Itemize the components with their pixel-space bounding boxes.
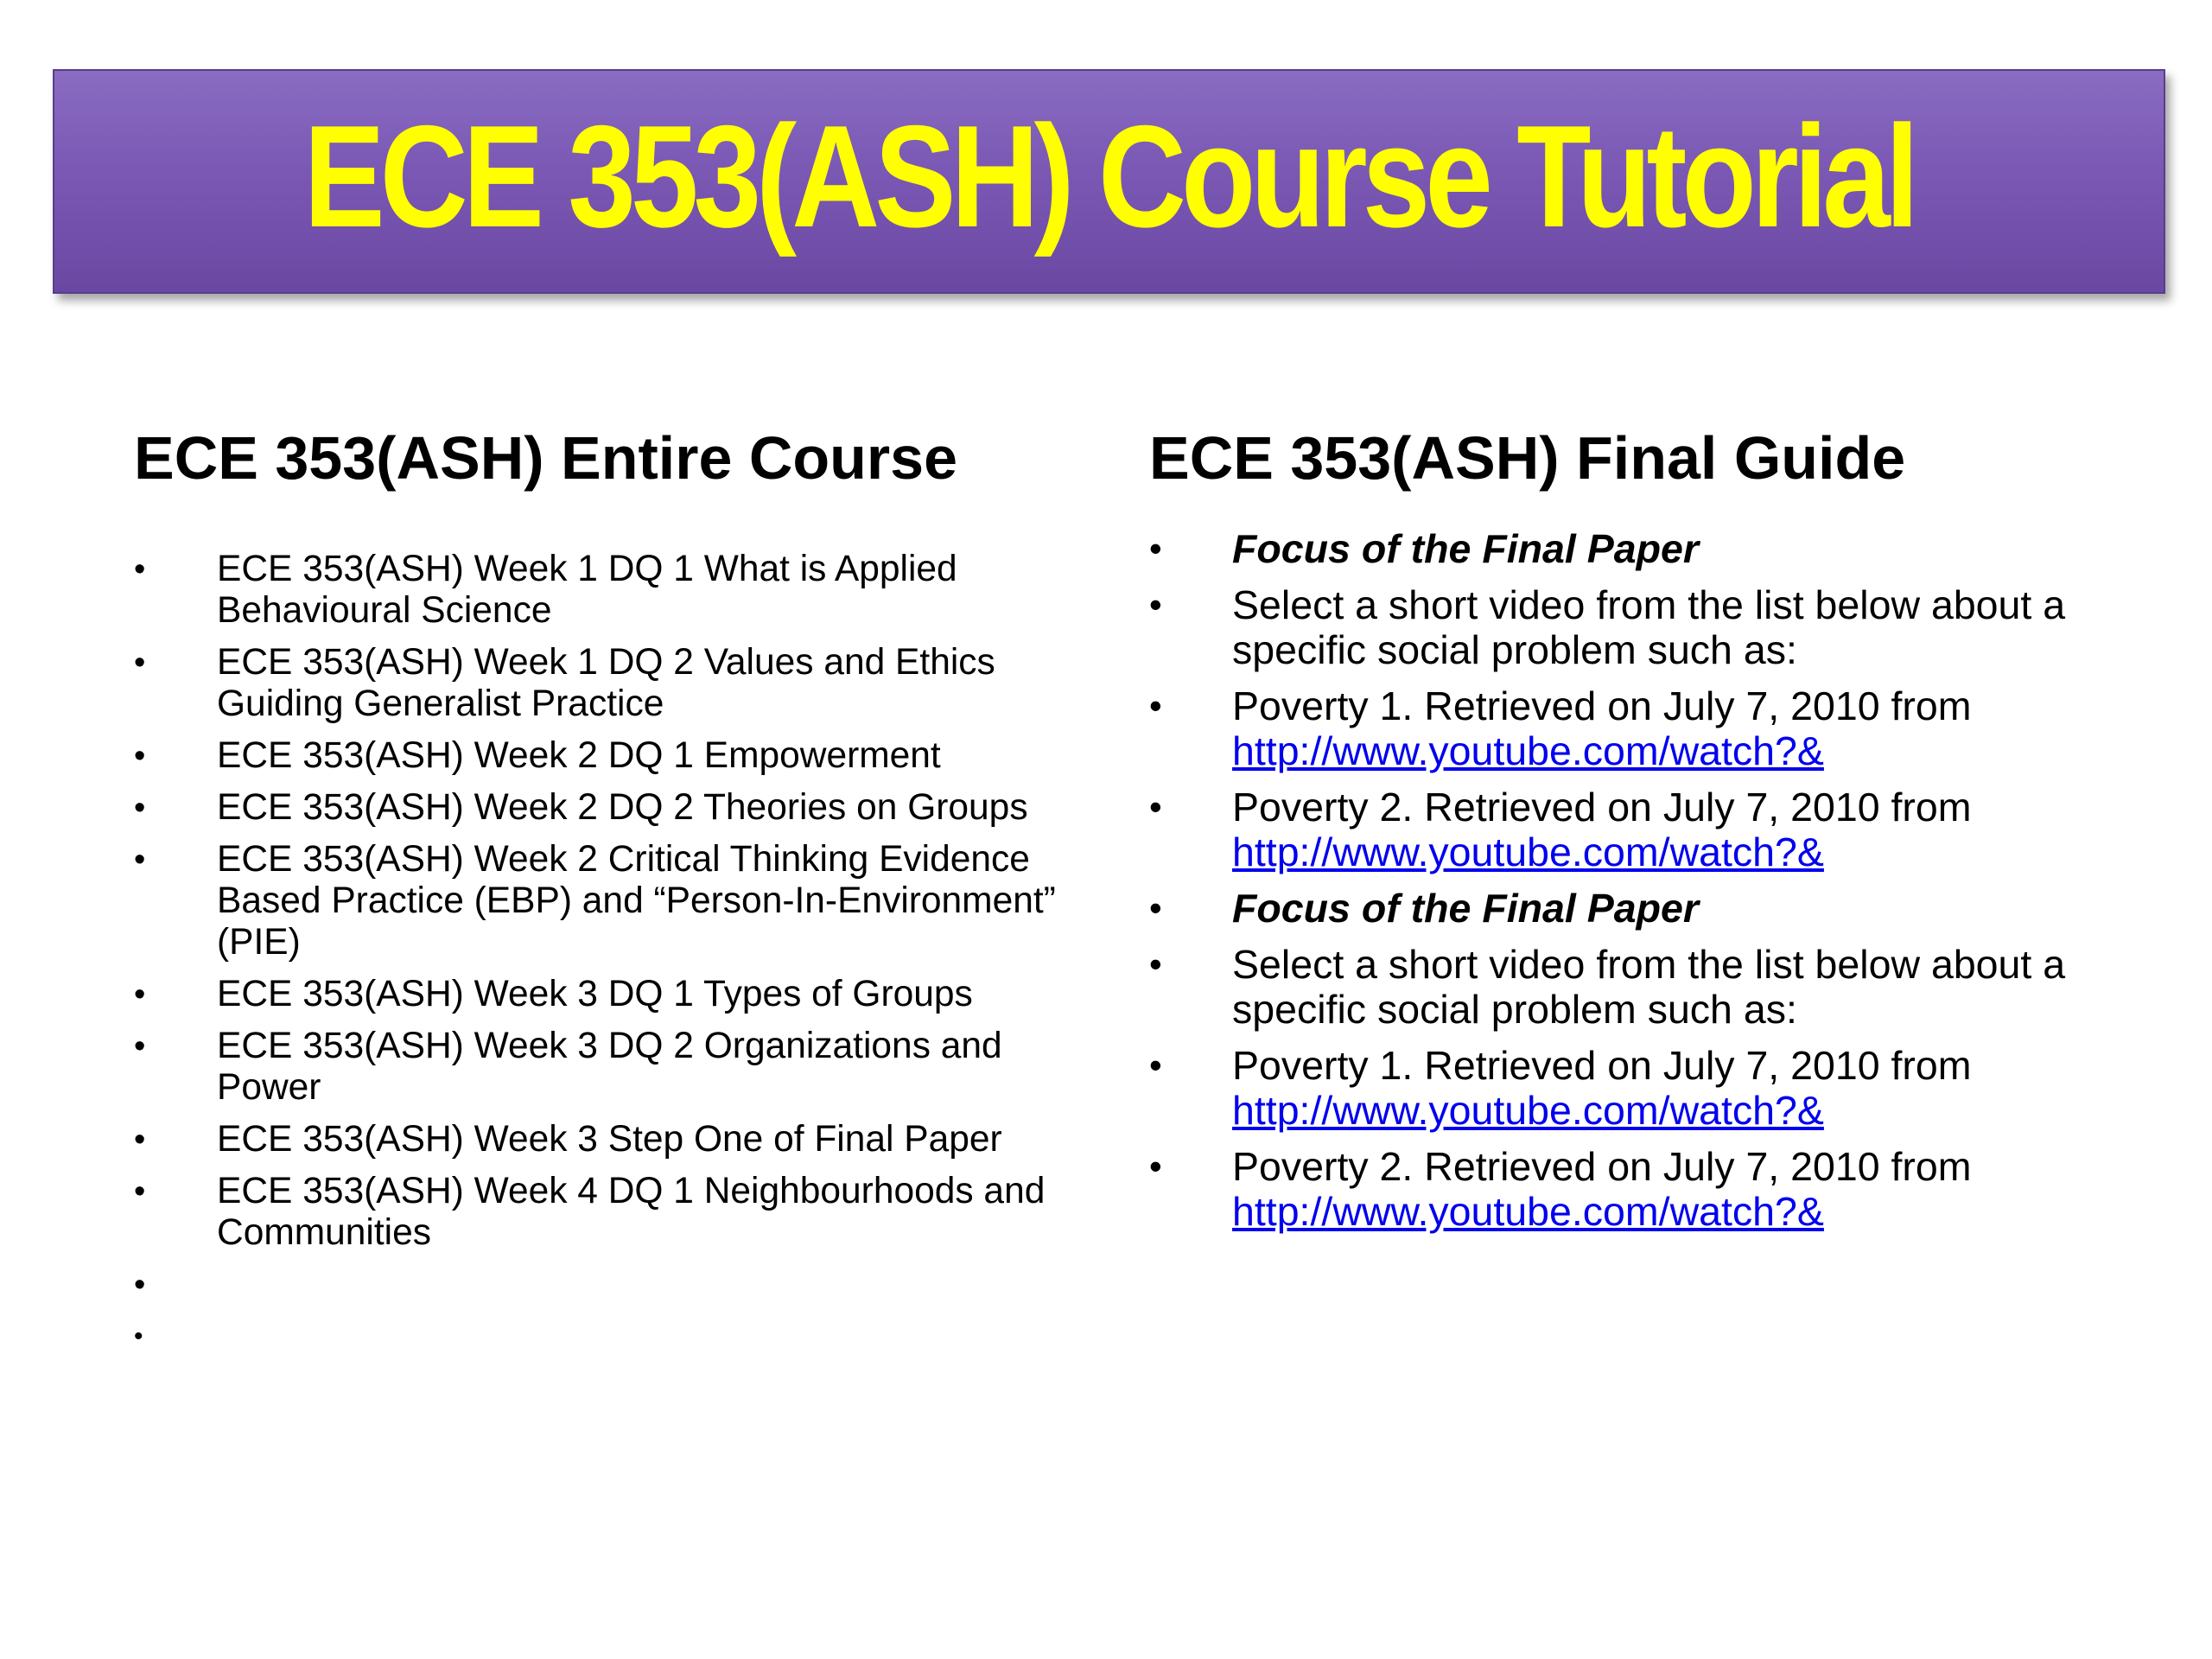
list-item-text: Focus of the Final Paper [1232, 886, 1699, 931]
bullet-icon: • [1149, 1045, 1162, 1085]
title-banner [53, 69, 2165, 294]
list-item [1149, 582, 2126, 672]
bullet-icon: • [134, 1322, 143, 1351]
youtube-link[interactable]: http://www.youtube.com/watch?& [1232, 1088, 1824, 1133]
bullet-icon: • [134, 1122, 146, 1158]
list-item [134, 1119, 1067, 1160]
list-item [134, 549, 1067, 632]
list-item [134, 974, 1067, 1015]
list-item-text: ECE 353(ASH) Week 3 Step One of Final Paper [217, 1119, 1002, 1160]
list-item-text: ECE 353(ASH) Week 2 DQ 1 Empowerment [217, 735, 941, 776]
bullet-icon: • [1149, 1146, 1162, 1186]
list-item-text: Poverty 2. Retrieved on July 7, 2010 from [1232, 785, 1972, 830]
youtube-link[interactable]: http://www.youtube.com/watch?& [1232, 1189, 1824, 1234]
list-item [134, 1171, 1067, 1254]
list-item-text: ECE 353(ASH) Week 3 DQ 2 Organizations and Power [217, 1026, 1002, 1108]
entire-course-list [134, 549, 1067, 1357]
list-item [134, 735, 1067, 777]
bullet-icon: • [134, 842, 146, 878]
list-item [134, 787, 1067, 829]
bullet-icon: • [134, 551, 146, 588]
list-item-text: ECE 353(ASH) Week 2 Critical Thinking Evidence Based Practice (EBP) and “Person-In-Environment” (PIE) [217, 839, 1056, 963]
list-item-text: Select a short video from the list below about a specific social problem such as: [1232, 582, 2066, 672]
list-item-text: Focus of the Final Paper [1232, 526, 1699, 571]
list-item [134, 839, 1067, 963]
list-item [1149, 683, 2126, 773]
list-item [1149, 942, 2126, 1032]
list-item-text: Poverty 1. Retrieved on July 7, 2010 from [1232, 1043, 1972, 1088]
list-item [134, 1026, 1067, 1109]
list-item [134, 642, 1067, 725]
bullet-icon: • [1149, 528, 1162, 569]
list-item [1149, 1144, 2126, 1234]
bullet-icon: • [134, 738, 146, 774]
bullet-icon: • [134, 790, 146, 826]
list-item [1149, 526, 2126, 571]
youtube-link[interactable]: http://www.youtube.com/watch?& [1232, 728, 1824, 773]
bullet-icon: • [134, 1173, 146, 1210]
final-guide-column [1149, 424, 2126, 1245]
list-item-text: ECE 353(ASH) Week 1 DQ 2 Values and Ethics Guiding Generalist Practice [217, 642, 995, 724]
bullet-icon: • [1149, 584, 1162, 625]
list-item-empty [134, 1264, 1067, 1306]
list-item-text: Select a short video from the list below about a specific social problem such as: [1232, 942, 2066, 1032]
final-guide-list [1149, 526, 2126, 1234]
entire-course-column [134, 424, 1067, 1361]
list-item-text: ECE 353(ASH) Week 2 DQ 2 Theories on Groups [217, 787, 1028, 828]
bullet-icon: • [134, 1267, 146, 1303]
bullet-icon: • [1149, 887, 1162, 928]
list-item-empty [134, 1316, 1067, 1357]
final-guide-heading: ECE 353(ASH) Final Guide [1149, 424, 1906, 492]
list-item [1149, 886, 2126, 931]
bullet-icon: • [134, 1028, 146, 1065]
list-item-text: ECE 353(ASH) Week 3 DQ 1 Types of Groups [217, 974, 973, 1014]
bullet-icon: • [134, 976, 146, 1013]
list-item [1149, 785, 2126, 874]
slide-title: ECE 353(ASH) Course Tutorial [303, 95, 1915, 257]
list-item-text: ECE 353(ASH) Week 4 DQ 1 Neighbourhoods and Communities [217, 1171, 1046, 1253]
list-item-text: Poverty 1. Retrieved on July 7, 2010 from [1232, 683, 1972, 728]
bullet-icon: • [1149, 685, 1162, 726]
list-item-text: Poverty 2. Retrieved on July 7, 2010 from [1232, 1144, 1972, 1189]
list-item [1149, 1043, 2126, 1133]
list-item-text: ECE 353(ASH) Week 1 DQ 1 What is Applied Behavioural Science [217, 549, 957, 631]
bullet-icon: • [1149, 944, 1162, 984]
youtube-link[interactable]: http://www.youtube.com/watch?& [1232, 830, 1824, 874]
entire-course-heading: ECE 353(ASH) Entire Course [134, 424, 958, 492]
bullet-icon: • [134, 645, 146, 681]
bullet-icon: • [1149, 786, 1162, 827]
